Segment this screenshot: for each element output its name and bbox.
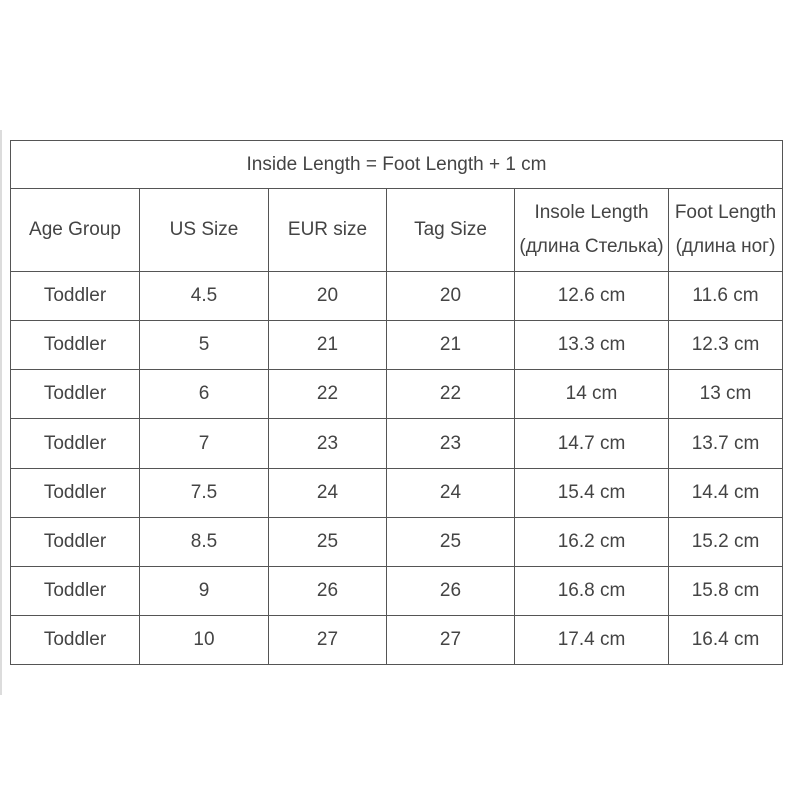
cell-insole-length: 14 cm (515, 370, 669, 419)
cell-eur-size: 23 (269, 419, 387, 468)
table-row (11, 419, 783, 468)
cell-foot-length: 13 cm (669, 370, 783, 419)
cell-age-group: Toddler (11, 321, 140, 370)
cell-eur-size: 24 (269, 468, 387, 517)
cell-tag-size: 27 (387, 615, 515, 664)
cell-foot-length: 12.3 cm (669, 321, 783, 370)
header-label: Insole Length (534, 202, 649, 224)
cell-us-size: 7 (140, 419, 269, 468)
table-header-row (11, 189, 783, 272)
cell-tag-size: 20 (387, 272, 515, 321)
cell-insole-length: 16.2 cm (515, 517, 669, 566)
cell-us-size: 10 (140, 615, 269, 664)
header-label: EUR size (287, 219, 368, 241)
cell-age-group: Toddler (11, 419, 140, 468)
cell-insole-length: 13.3 cm (515, 321, 669, 370)
table-row (11, 272, 783, 321)
cell-foot-length: 15.2 cm (669, 517, 783, 566)
cell-tag-size: 21 (387, 321, 515, 370)
cell-eur-size: 20 (269, 272, 387, 321)
cell-age-group: Toddler (11, 566, 140, 615)
cell-age-group: Toddler (11, 468, 140, 517)
cell-us-size: 8.5 (140, 517, 269, 566)
header-label: Age Group (29, 219, 121, 241)
cell-eur-size: 25 (269, 517, 387, 566)
cell-eur-size: 21 (269, 321, 387, 370)
cell-us-size: 7.5 (140, 468, 269, 517)
cell-tag-size: 25 (387, 517, 515, 566)
cell-insole-length: 17.4 cm (515, 615, 669, 664)
size-chart-table (10, 140, 783, 665)
cell-foot-length: 14.4 cm (669, 468, 783, 517)
header-us-size (140, 189, 269, 272)
cell-foot-length: 16.4 cm (669, 615, 783, 664)
cell-us-size: 5 (140, 321, 269, 370)
header-label: US Size (169, 219, 239, 241)
header-sublabel: (длина Стелька) (519, 236, 664, 258)
header-tag-size (387, 189, 515, 272)
cell-eur-size: 22 (269, 370, 387, 419)
cell-insole-length: 14.7 cm (515, 419, 669, 468)
table-row (11, 566, 783, 615)
cell-age-group: Toddler (11, 272, 140, 321)
cell-foot-length: 13.7 cm (669, 419, 783, 468)
table-title: Inside Length = Foot Length + 1 cm (11, 141, 783, 189)
table-row (11, 468, 783, 517)
cell-foot-length: 11.6 cm (669, 272, 783, 321)
header-insole-length (515, 189, 669, 272)
cell-age-group: Toddler (11, 615, 140, 664)
header-label: Foot Length (674, 202, 777, 224)
cell-tag-size: 22 (387, 370, 515, 419)
cell-tag-size: 26 (387, 566, 515, 615)
table-row (11, 517, 783, 566)
table-row (11, 321, 783, 370)
table-row (11, 370, 783, 419)
table-title-row (11, 141, 783, 189)
cell-us-size: 9 (140, 566, 269, 615)
cell-us-size: 6 (140, 370, 269, 419)
cell-tag-size: 24 (387, 468, 515, 517)
header-label: Tag Size (414, 219, 487, 241)
cell-age-group: Toddler (11, 517, 140, 566)
cell-insole-length: 16.8 cm (515, 566, 669, 615)
header-sublabel: (длина ног) (675, 236, 776, 258)
cell-eur-size: 27 (269, 615, 387, 664)
table-row (11, 615, 783, 664)
cell-age-group: Toddler (11, 370, 140, 419)
page-edge-divider (0, 130, 2, 695)
header-age-group (11, 189, 140, 272)
cell-eur-size: 26 (269, 566, 387, 615)
cell-insole-length: 15.4 cm (515, 468, 669, 517)
header-foot-length (669, 189, 783, 272)
cell-us-size: 4.5 (140, 272, 269, 321)
header-eur-size (269, 189, 387, 272)
cell-insole-length: 12.6 cm (515, 272, 669, 321)
cell-foot-length: 15.8 cm (669, 566, 783, 615)
cell-tag-size: 23 (387, 419, 515, 468)
